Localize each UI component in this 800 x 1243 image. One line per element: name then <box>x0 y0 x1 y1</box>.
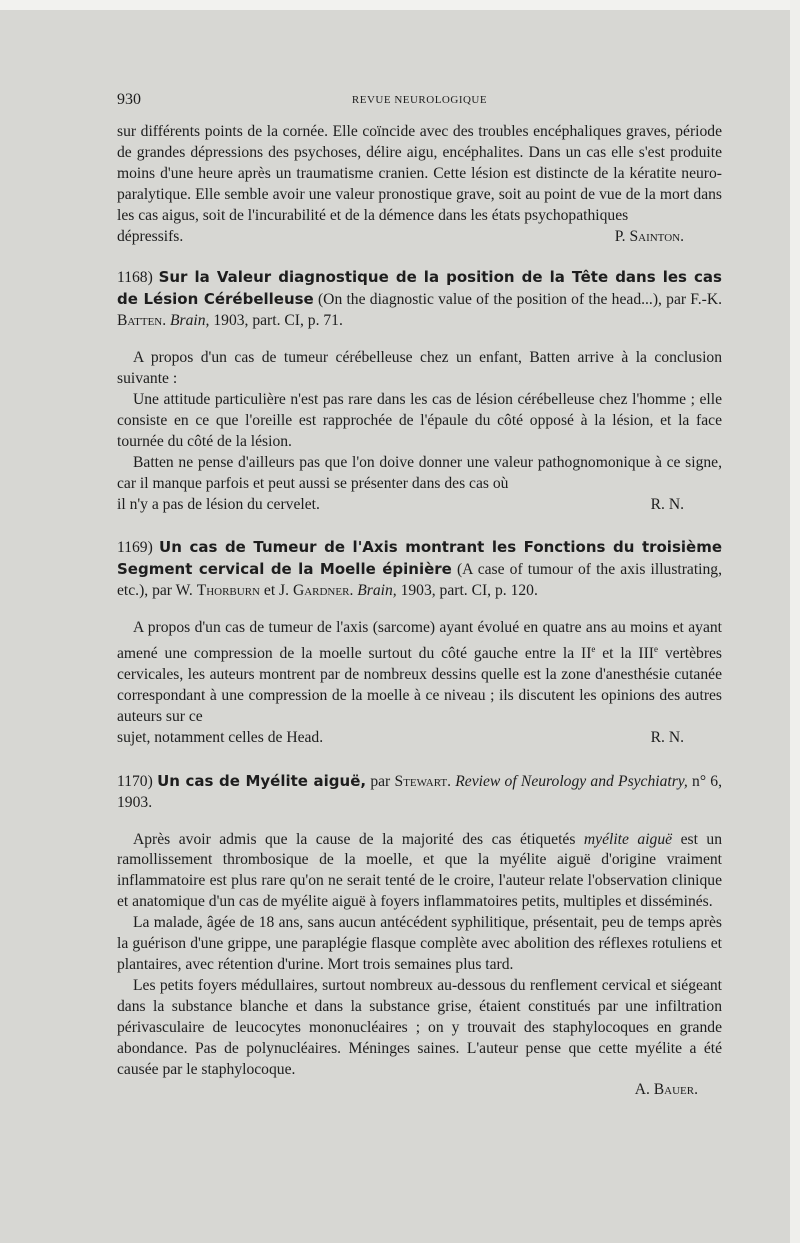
entry-1169-signature-line <box>117 728 722 749</box>
signature-rn: R. N. <box>650 495 684 513</box>
entry-author: Batten <box>117 312 163 330</box>
entry-1168 <box>117 267 722 515</box>
entry-1168-paragraph-3: Batten ne pense d'ailleurs pas que l'on doive donner une valeur pathognomonique à ce signe, car il manque parfois et peut aussi se présenter dans des cas où <box>117 453 722 492</box>
entry-number: 1169) <box>117 539 153 557</box>
intro-signature-line <box>117 227 722 248</box>
entry-and: et J. <box>263 582 290 600</box>
entry-journal: Brain, <box>357 582 397 600</box>
entry-title: Sur la Valeur diagnostique de la position de la Tête dans les cas de Lésion Cérébelleuse <box>117 268 722 309</box>
entry-1169-heading: 1169) Un cas de Tumeur de l'Axis montrant les Fonctions du troisième Segment cervical de la Moelle épinière (A case of tumour of the axis illustrating, etc.), par W. Thorburn et J. Gardner. Brain, 1903, part. CI, p. 120. <box>117 538 722 600</box>
entry-1170-paragraph-3: Les petits foyers médullaires, surtout nombreux au-dessous du renflement cervical et siégeant dans la substance blanche et dans la substance grise, étaient constitués par une infiltration périvasculaire de leucocytes mononucléaires ; on y trouvait des staphylocoques en grande abondance. Pas de polynucléaires. Méninges saines. L'auteur pense que cette myélite a été causée par le staphylocoque. <box>117 976 722 1078</box>
signature-sainton: P. Sainton. <box>614 227 684 245</box>
entry-journal: Review of Neurology and Psychiatry, <box>455 772 688 790</box>
article-body <box>117 122 722 1101</box>
intro-last-word: dépressifs. <box>117 227 184 245</box>
entry-title: Un cas de Tumeur de l'Axis montrant les Fonctions du troisième Segment cervical de la Moelle épinière <box>117 538 722 579</box>
entry-title: Un cas de Myélite aiguë, <box>157 771 367 790</box>
entry-reference: 1903, part. CI, p. 71. <box>213 312 343 330</box>
entry-1169 <box>117 537 722 748</box>
entry-1168-paragraph-2: Une attitude particulière n'est pas rare dans les cas de lésion cérébelleuse chez l'homme ; elle consiste en ce que l'oreille est rapprochée de l'épaule du côté opposé à la lésion, et la face tournée du côté de la lésion. <box>117 390 722 450</box>
entry-1170-heading <box>117 771 722 814</box>
page-edge-right <box>790 0 800 1243</box>
page-number: 930 <box>117 91 141 108</box>
running-header <box>117 91 722 113</box>
entry-1168-last-line: il n'y a pas de lésion du cervelet. <box>117 495 320 513</box>
page-edge-top <box>0 0 800 10</box>
entry-1168-signature-line <box>117 495 722 516</box>
entry-1169-paragraph: A propos d'un cas de tumeur de l'axis (sarcome) ayant évolué en quatre ans au moins et ayant amené une compression de la moelle surtout du côté gauche entre la IIe et la IIIe vertèbres cervicales, les auteurs montrent par de nombreux dessins quelle est la zone d'anesthésie cutanée correspondant à une compression de la moelle à ce niveau ; ils discutent les opinions des autres auteurs sur ce <box>117 619 723 725</box>
entry-1168-heading: 1168) Sur la Valeur diagnostique de la position de la Tête dans les cas de Lésion Cérébelleuse (On the diagnostic value of the position of the head...), par F.-K. Batten. Brain, 1903, part. CI, p. 71. <box>117 268 722 330</box>
intro-paragraph: sur différents points de la cornée. Elle coïncide avec des troubles encéphaliques graves, période de grandes dépressions des psychoses, délire aigu, encéphalites. Dans un cas elle s'est produite moins d'une heure après un traumatisme cranien. Cette lésion est distincte de la kératite neuro-paralytique. Elle semble avoir une valeur pronostique grave, soit au point de vue de la mort dans les cas aigus, soit de l'incurabilité et de la démence dans les états psychopathiques <box>117 123 722 224</box>
entry-reference: n° 6, 1903. <box>117 772 722 811</box>
entry-1170-paragraph-2: La malade, âgée de 18 ans, sans aucun antécédent syphilitique, présentait, peu de temps après la guérison d'une grippe, une paraplégie flasque complète avec abolition des réflexes rotuliens et plantaires, avec rétention d'urine. Mort trois semaines plus tard. <box>117 914 722 973</box>
entry-subtitle: (A case of tumour of the axis illustrating, etc.), par W. <box>117 561 722 600</box>
entry-journal: Brain, <box>170 312 210 330</box>
entry-1170 <box>117 771 722 1102</box>
entry-author-1: Thorburn <box>196 582 260 600</box>
entry-1170-paragraph-1: Après avoir admis que la cause de la majorité des cas étiquetés myélite aiguë est un ramollissement thrombosique de la moelle, et que la myélite aiguë d'origine vraiment inflammatoire est plus rare qu'on ne serait tenté de le croire, l'auteur relate l'observation clinique et anatomique d'un cas de myélite aiguë à foyers inflammatoires petits, multiples et disséminés. <box>117 830 722 911</box>
entry-reference: 1903, part. CI, p. 120. <box>400 582 538 600</box>
entry-1168-paragraph-1: A propos d'un cas de tumeur cérébelleuse chez un enfant, Batten arrive à la conclusion suivante : <box>117 349 722 388</box>
entry-number: 1168) <box>117 269 153 287</box>
entry-1169-last-line: sujet, notamment celles de Head. <box>117 728 324 746</box>
entry-number: 1170) <box>117 772 153 790</box>
signature-rn: R. N. <box>650 728 684 746</box>
entry-subtitle: (On the diagnostic value of the position of the head...), par F.-K. <box>317 291 722 309</box>
entry-author: Stewart. <box>394 772 452 790</box>
entry-author-2: Gardner <box>292 582 350 600</box>
entry-by: par <box>370 772 391 790</box>
journal-title: REVUE NEUROLOGIQUE <box>351 94 488 106</box>
signature-bauer: A. Bauer. <box>634 1081 698 1099</box>
